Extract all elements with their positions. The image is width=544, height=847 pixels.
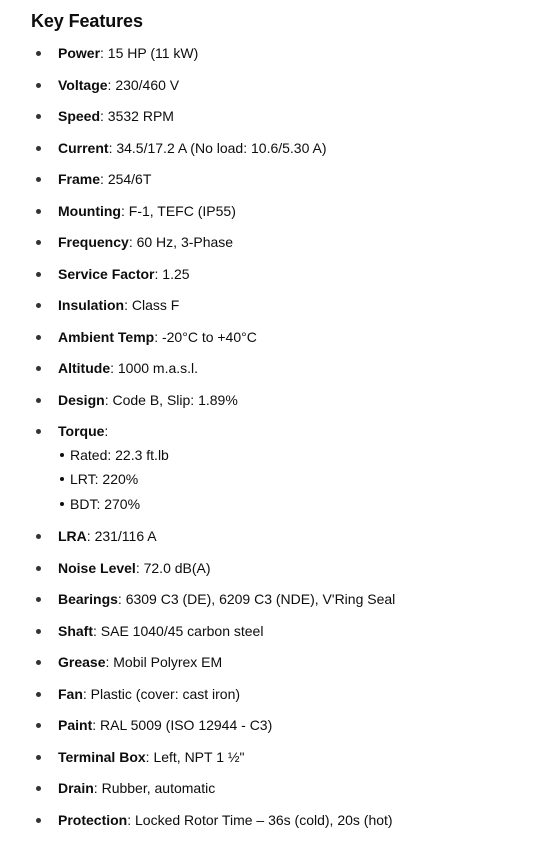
- bullet-icon: [36, 114, 41, 119]
- feature-value: 15 HP (11 kW): [107, 45, 199, 61]
- feature-label: Drain: [58, 780, 94, 796]
- feature-label: Voltage: [58, 77, 108, 93]
- bullet-icon: [36, 692, 41, 697]
- feature-label: Altitude: [58, 360, 111, 376]
- feature-fan: Fan: Plastic (cover: cast iron): [0, 683, 544, 705]
- feature-label: Bearings: [58, 591, 118, 607]
- bullet-icon: [36, 272, 41, 277]
- feature-value: Code B, Slip: 1.89%: [112, 392, 238, 408]
- feature-speed: Speed: 3532 RPM: [0, 105, 544, 127]
- bullet-icon: [36, 51, 41, 56]
- feature-value: 231/116 A: [94, 528, 157, 544]
- feature-label: Noise Level: [58, 560, 136, 576]
- feature-value: Locked Rotor Time – 36s (cold), 20s (hot): [135, 812, 393, 828]
- feature-terminal-box: Terminal Box: Left, NPT 1 ½": [0, 746, 544, 768]
- bullet-icon: [60, 477, 64, 481]
- feature-lra: LRA: 231/116 A: [0, 525, 544, 547]
- feature-value: 230/460 V: [115, 77, 180, 93]
- feature-label: Service Factor: [58, 266, 155, 282]
- feature-mounting: Mounting: F-1, TEFC (IP55): [0, 200, 544, 222]
- feature-value: 34.5/17.2 A (No load: 10.6/5.30 A): [116, 140, 327, 156]
- feature-value: 1.25: [162, 266, 190, 282]
- torque-item: [58, 445, 169, 465]
- feature-design: Design: Code B, Slip: 1.89%: [0, 389, 544, 411]
- torque-item-text: LRT: 220%: [70, 471, 139, 487]
- feature-value: Plastic (cover: cast iron): [90, 686, 241, 702]
- feature-value: 6309 C3 (DE), 6209 C3 (NDE), V'Ring Seal: [125, 591, 396, 607]
- feature-label: Paint: [58, 717, 93, 733]
- feature-torque: Torque: Rated: 22.3 ft.lb LRT: 220% BDT: 270%: [0, 420, 544, 442]
- feature-label: Fan: [58, 686, 83, 702]
- feature-label: Speed: [58, 108, 101, 124]
- feature-label: Terminal Box: [58, 749, 146, 765]
- feature-noise-level: Noise Level: 72.0 dB(A): [0, 557, 544, 579]
- feature-label: Ambient Temp: [58, 329, 155, 345]
- feature-label: Grease: [58, 654, 106, 670]
- bullet-icon: [36, 83, 41, 88]
- torque-item: [58, 469, 138, 489]
- feature-shaft: Shaft: SAE 1040/45 carbon steel: [0, 620, 544, 642]
- feature-service-factor: Service Factor: 1.25: [0, 263, 544, 285]
- torque-item-text: BDT: 270%: [70, 496, 141, 512]
- feature-value: 60 Hz, 3-Phase: [136, 234, 234, 250]
- feature-value: -20°C to +40°C: [161, 329, 257, 345]
- feature-value: Left, NPT 1 ½": [153, 749, 245, 765]
- feature-value: 1000 m.a.s.l.: [117, 360, 199, 376]
- feature-drain: Drain: Rubber, automatic: [0, 777, 544, 799]
- feature-current: Current: 34.5/17.2 A (No load: 10.6/5.30 A): [0, 137, 544, 159]
- bullet-icon: [36, 723, 41, 728]
- bullet-icon: [36, 566, 41, 571]
- feature-label: Current: [58, 140, 109, 156]
- feature-value: Mobil Polyrex EM: [113, 654, 223, 670]
- feature-altitude: Altitude: 1000 m.a.s.l.: [0, 357, 544, 379]
- feature-label: Insulation: [58, 297, 125, 313]
- feature-value: RAL 5009 (ISO 12944 - C3): [100, 717, 273, 733]
- feature-frequency: Frequency: 60 Hz, 3-Phase: [0, 231, 544, 253]
- feature-ambient-temp: Ambient Temp: -20°C to +40°C: [0, 326, 544, 348]
- bullet-icon: [36, 398, 41, 403]
- bullet-icon: [36, 177, 41, 182]
- bullet-icon: [36, 818, 41, 823]
- bullet-icon: [36, 366, 41, 371]
- feature-bearings: Bearings: 6309 C3 (DE), 6209 C3 (NDE), V'Ring Seal: [0, 588, 544, 610]
- feature-label: Power: [58, 45, 101, 61]
- feature-label: Design: [58, 392, 105, 408]
- bullet-icon: [36, 209, 41, 214]
- feature-label: Shaft: [58, 623, 93, 639]
- bullet-icon: [36, 597, 41, 602]
- bullet-icon: [36, 146, 41, 151]
- torque-item: [58, 494, 140, 514]
- feature-value: 254/6T: [107, 171, 152, 187]
- feature-label: LRA: [58, 528, 87, 544]
- feature-value: 3532 RPM: [107, 108, 174, 124]
- feature-label: Frequency: [58, 234, 129, 250]
- bullet-icon: [36, 240, 41, 245]
- feature-label: Frame: [58, 171, 101, 187]
- bullet-icon: [36, 429, 41, 434]
- feature-voltage: Voltage: 230/460 V: [0, 74, 544, 96]
- feature-value: Class F: [131, 297, 180, 313]
- bullet-icon: [36, 303, 41, 308]
- feature-protection: Protection: Locked Rotor Time – 36s (cold), 20s (hot): [0, 809, 544, 831]
- feature-value: F-1, TEFC (IP55): [128, 203, 236, 219]
- bullet-icon: [60, 502, 64, 506]
- feature-label: Protection: [58, 812, 128, 828]
- feature-frame: Frame: 254/6T: [0, 168, 544, 190]
- bullet-icon: [36, 755, 41, 760]
- feature-grease: Grease: Mobil Polyrex EM: [0, 651, 544, 673]
- torque-item-text: Rated: 22.3 ft.lb: [70, 447, 169, 463]
- bullet-icon: [36, 629, 41, 634]
- feature-insulation: Insulation: Class F: [0, 294, 544, 316]
- bullet-icon: [36, 335, 41, 340]
- feature-value: 72.0 dB(A): [143, 560, 211, 576]
- feature-paint: Paint: RAL 5009 (ISO 12944 - C3): [0, 714, 544, 736]
- bullet-icon: [36, 786, 41, 791]
- feature-value: SAE 1040/45 carbon steel: [100, 623, 264, 639]
- feature-power: Power: 15 HP (11 kW): [0, 42, 544, 64]
- bullet-icon: [36, 534, 41, 539]
- feature-value: Rubber, automatic: [101, 780, 216, 796]
- feature-label: Mounting: [58, 203, 121, 219]
- bullet-icon: [36, 660, 41, 665]
- bullet-icon: [60, 453, 64, 457]
- feature-label: Torque: [58, 423, 105, 439]
- section-heading: Key Features: [31, 11, 143, 31]
